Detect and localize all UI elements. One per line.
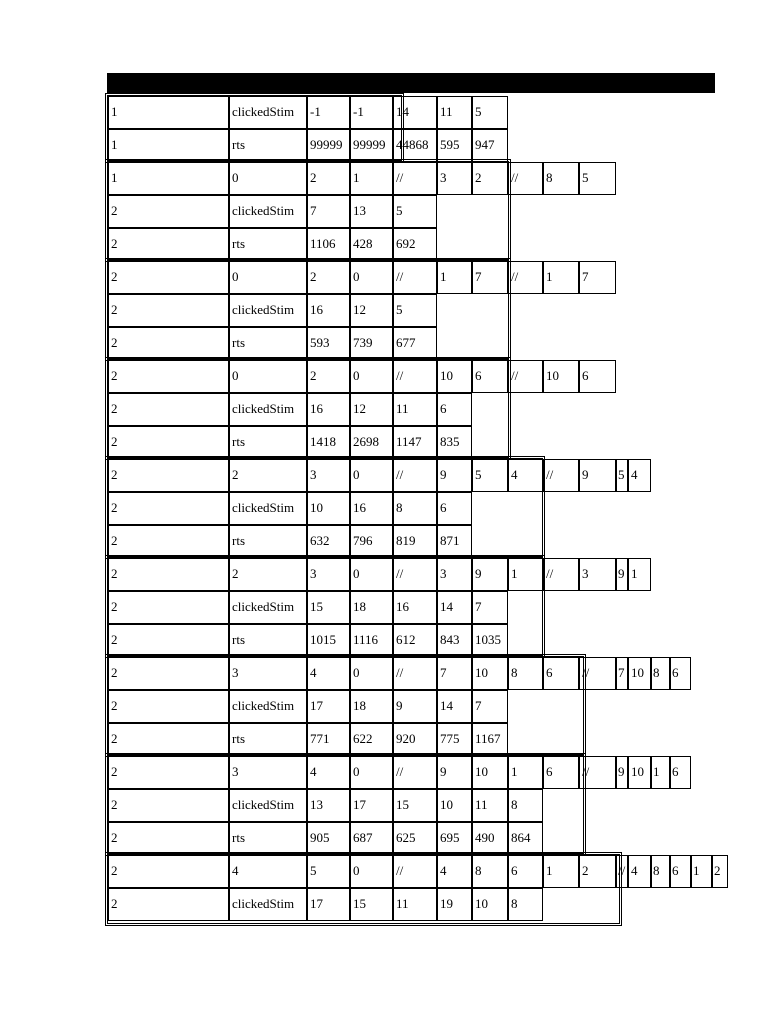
table-cell-value: 8: [651, 855, 670, 888]
table-cell-value: 6: [472, 360, 508, 393]
table-cell-value: 0: [350, 855, 393, 888]
table-cell-value: 843: [437, 624, 472, 657]
table-cell-value: 2: [307, 162, 350, 195]
table-cell-value: 0: [350, 657, 393, 690]
table-cell-value: 6: [437, 492, 472, 525]
table-cell-value: 819: [393, 525, 437, 558]
table-cell-value: 10: [628, 756, 651, 789]
table-cell-value: 18: [350, 690, 393, 723]
table-cell-value: 15: [393, 789, 437, 822]
table-cell-value: 4: [307, 756, 350, 789]
table-cell-value: 13: [350, 195, 393, 228]
table-cell-value: 10: [472, 756, 508, 789]
table-cell-value: //: [393, 756, 437, 789]
table-cell-value: 13: [307, 789, 350, 822]
table-cell-value: 8: [472, 855, 508, 888]
table-cell-value: 44868: [393, 129, 437, 162]
table-cell-value: 612: [393, 624, 437, 657]
table-cell-value: 3: [437, 558, 472, 591]
table-cell-label: rts: [229, 723, 307, 756]
table-cell-label: clickedStim: [229, 393, 307, 426]
table-cell-value: 677: [393, 327, 437, 360]
table-cell-value: 7: [472, 591, 508, 624]
table-cell-value: 3: [437, 162, 472, 195]
table-cell-index: 2: [108, 459, 229, 492]
table-cell-value: 3: [579, 558, 616, 591]
table-cell-value: 835: [437, 426, 472, 459]
table-cell-value: 6: [579, 360, 616, 393]
table-cell-value: 10: [472, 888, 508, 921]
table-cell-label: rts: [229, 624, 307, 657]
table-cell-value: 0: [350, 261, 393, 294]
table-cell-value: 9: [579, 459, 616, 492]
table-cell-value: 595: [437, 129, 472, 162]
table-cell-value: 4: [307, 657, 350, 690]
table-cell-value: 2: [579, 855, 616, 888]
table-cell-value: 5: [307, 855, 350, 888]
table-cell-value: 14: [393, 96, 437, 129]
table-cell-label: 0: [229, 261, 307, 294]
table-cell-index: 2: [108, 591, 229, 624]
table-cell-value: 7: [472, 261, 508, 294]
table-cell-value: 1: [543, 261, 579, 294]
table-cell-value: 1: [628, 558, 651, 591]
table-cell-label: clickedStim: [229, 591, 307, 624]
table-cell-value: 9: [437, 756, 472, 789]
table-cell-value: //: [579, 657, 616, 690]
table-cell-value: 2: [712, 855, 728, 888]
table-cell-value: 10: [472, 657, 508, 690]
table-cell-index: 2: [108, 657, 229, 690]
table-cell-value: 6: [437, 393, 472, 426]
table-cell-value: 8: [508, 789, 543, 822]
table-cell-value: 14: [437, 690, 472, 723]
table-block: [107, 557, 638, 656]
table-cell-label: rts: [229, 327, 307, 360]
table-cell-value: 6: [508, 855, 543, 888]
table-cell-index: 2: [108, 294, 229, 327]
table-cell-value: 771: [307, 723, 350, 756]
table-block: [107, 458, 638, 557]
table-cell-value: 5: [393, 195, 437, 228]
table-cell-value: 19: [437, 888, 472, 921]
table-cell-index: 2: [108, 756, 229, 789]
table-cell-value: 1015: [307, 624, 350, 657]
table-cell-value: 15: [350, 888, 393, 921]
table-cell-value: 8: [393, 492, 437, 525]
table-cell-value: 0: [350, 360, 393, 393]
table-cell-value: 5: [472, 459, 508, 492]
table-cell-index: 2: [108, 789, 229, 822]
table-cell-value: 6: [670, 756, 691, 789]
table-cell-label: rts: [229, 525, 307, 558]
table-cell-value: //: [508, 360, 543, 393]
table-cell-value: 2: [307, 360, 350, 393]
table-cell-index: 2: [108, 525, 229, 558]
table-cell-value: 775: [437, 723, 472, 756]
table-cell-label: rts: [229, 228, 307, 261]
table-cell-value: 1035: [472, 624, 508, 657]
table-cell-value: 1: [437, 261, 472, 294]
table-cell-value: 5: [579, 162, 616, 195]
table-cell-value: 2: [472, 162, 508, 195]
table-cell-value: 2: [307, 261, 350, 294]
table-cell-value: //: [393, 162, 437, 195]
table-cell-value: 864: [508, 822, 543, 855]
table-cell-label: clickedStim: [229, 195, 307, 228]
table-cell-value: 1106: [307, 228, 350, 261]
table-cell-value: 16: [393, 591, 437, 624]
table-cell-value: 4: [628, 855, 651, 888]
table-cell-value: 1: [350, 162, 393, 195]
table-cell-value: 871: [437, 525, 472, 558]
table-cell-value: //: [508, 162, 543, 195]
table-cell-label: rts: [229, 426, 307, 459]
table-cell-value: 8: [508, 888, 543, 921]
table-cell-value: 3: [307, 459, 350, 492]
table-block: [107, 359, 589, 458]
table-cell-value: 593: [307, 327, 350, 360]
table-cell-index: 2: [108, 393, 229, 426]
table-cell-value: 0: [350, 459, 393, 492]
table-cell-value: 920: [393, 723, 437, 756]
table-cell-value: 1167: [472, 723, 508, 756]
table-cell-value: 687: [350, 822, 393, 855]
table-cell-value: //: [543, 459, 579, 492]
table-cell-index: 1: [108, 129, 229, 162]
table-cell-label: 0: [229, 360, 307, 393]
table-cell-label: clickedStim: [229, 888, 307, 921]
table-cell-label: clickedStim: [229, 294, 307, 327]
table-cell-value: 11: [393, 888, 437, 921]
table-cell-value: 6: [670, 855, 691, 888]
table-cell-value: 4: [628, 459, 651, 492]
table-cell-value: 12: [350, 393, 393, 426]
table-cell-label: rts: [229, 822, 307, 855]
table-cell-label: 2: [229, 459, 307, 492]
table-cell-index: 2: [108, 327, 229, 360]
table-cell-value: 692: [393, 228, 437, 261]
table-cell-label: clickedStim: [229, 492, 307, 525]
table-cell-value: 1418: [307, 426, 350, 459]
table-cell-value: 11: [437, 96, 472, 129]
table-cell-value: -1: [350, 96, 393, 129]
table-cell-value: 622: [350, 723, 393, 756]
table-cell-value: 796: [350, 525, 393, 558]
table-cell-value: 6: [670, 657, 691, 690]
table-cell-value: 428: [350, 228, 393, 261]
table-cell-value: 18: [350, 591, 393, 624]
table-cell-value: 4: [508, 459, 543, 492]
table-cell-index: 2: [108, 195, 229, 228]
table-cell-value: 4: [437, 855, 472, 888]
table-cell-value: 1: [508, 558, 543, 591]
table-cell-index: 2: [108, 624, 229, 657]
table-cell-value: 625: [393, 822, 437, 855]
table-cell-value: 1116: [350, 624, 393, 657]
table-cell-value: 7: [616, 657, 628, 690]
table-block: [107, 755, 679, 854]
table-cell-index: 2: [108, 558, 229, 591]
table-cell-value: 1: [508, 756, 543, 789]
table-cell-value: 8: [651, 657, 670, 690]
table-cell-value: 0: [350, 558, 393, 591]
table-cell-value: 739: [350, 327, 393, 360]
table-cell-value: 12: [350, 294, 393, 327]
table-cell-value: //: [393, 360, 437, 393]
table-cell-index: 2: [108, 360, 229, 393]
table-cell-value: 17: [307, 690, 350, 723]
table-cell-value: 3: [307, 558, 350, 591]
table-cell-value: 10: [543, 360, 579, 393]
table-cell-value: 9: [472, 558, 508, 591]
table-cell-index: 1: [108, 96, 229, 129]
table-cell-index: 2: [108, 492, 229, 525]
table-cell-value: //: [616, 855, 628, 888]
table-cell-value: 7: [579, 261, 616, 294]
table-cell-value: 5: [616, 459, 628, 492]
table-cell-value: 0: [350, 756, 393, 789]
table-cell-label: clickedStim: [229, 96, 307, 129]
table-cell-value: 16: [350, 492, 393, 525]
table-cell-value: 15: [307, 591, 350, 624]
table-cell-value: 7: [472, 690, 508, 723]
table-cell-value: 9: [393, 690, 437, 723]
table-cell-value: 10: [437, 789, 472, 822]
table-cell-value: 947: [472, 129, 508, 162]
table-cell-index: 2: [108, 855, 229, 888]
table-cell-index: 2: [108, 426, 229, 459]
table-cell-value: 5: [472, 96, 508, 129]
table-cell-value: 8: [543, 162, 579, 195]
table-cell-index: 2: [108, 723, 229, 756]
table-cell-index: 2: [108, 261, 229, 294]
table-cell-value: 11: [393, 393, 437, 426]
table-cell-label: rts: [229, 129, 307, 162]
table-cell-value: 10: [437, 360, 472, 393]
table-cell-value: 7: [307, 195, 350, 228]
table-cell-value: //: [393, 558, 437, 591]
table-cell-value: 6: [543, 657, 579, 690]
table-cell-value: 9: [616, 756, 628, 789]
table-cell-value: 1147: [393, 426, 437, 459]
table-block: [107, 854, 721, 924]
table-cell-value: 1: [651, 756, 670, 789]
table-cell-value: //: [508, 261, 543, 294]
table-cell-index: 1: [108, 162, 229, 195]
table-cell-value: 16: [307, 294, 350, 327]
table-block: [107, 656, 679, 755]
table-cell-value: //: [393, 855, 437, 888]
table-cell-value: 16: [307, 393, 350, 426]
table-cell-label: clickedStim: [229, 789, 307, 822]
table-cell-value: 1: [691, 855, 712, 888]
table-cell-value: -1: [307, 96, 350, 129]
table-cell-value: 5: [393, 294, 437, 327]
table-block: [107, 95, 495, 161]
table-cell-index: 2: [108, 888, 229, 921]
table-cell-index: 2: [108, 822, 229, 855]
table-cell-value: //: [579, 756, 616, 789]
table-cell-label: clickedStim: [229, 690, 307, 723]
table-cell-value: 17: [350, 789, 393, 822]
table-cell-value: 99999: [350, 129, 393, 162]
table-cell-label: 3: [229, 657, 307, 690]
table-cell-index: 2: [108, 690, 229, 723]
table-cell-value: 490: [472, 822, 508, 855]
table-cell-value: //: [543, 558, 579, 591]
table-cell-value: 17: [307, 888, 350, 921]
table-cell-value: 10: [628, 657, 651, 690]
table-cell-value: 632: [307, 525, 350, 558]
table-cell-value: 8: [508, 657, 543, 690]
table-cell-value: 11: [472, 789, 508, 822]
table-cell-value: 9: [437, 459, 472, 492]
table-cell-value: //: [393, 459, 437, 492]
table-cell-value: 9: [616, 558, 628, 591]
table-cell-label: 3: [229, 756, 307, 789]
table-block: [107, 260, 589, 359]
table-cell-value: //: [393, 261, 437, 294]
table-cell-value: 10: [307, 492, 350, 525]
table-cell-value: 905: [307, 822, 350, 855]
table-cell-value: 2698: [350, 426, 393, 459]
table-cell-value: 7: [437, 657, 472, 690]
table-cell-label: 4: [229, 855, 307, 888]
table-cell-value: //: [393, 657, 437, 690]
table-cell-label: 0: [229, 162, 307, 195]
table-cell-value: 1: [543, 855, 579, 888]
table-cell-value: 14: [437, 591, 472, 624]
table-cell-index: 2: [108, 228, 229, 261]
table-cell-value: 6: [543, 756, 579, 789]
table-cell-label: 2: [229, 558, 307, 591]
table-cell-value: 99999: [307, 129, 350, 162]
table-cell-value: 695: [437, 822, 472, 855]
table-block: [107, 161, 589, 260]
